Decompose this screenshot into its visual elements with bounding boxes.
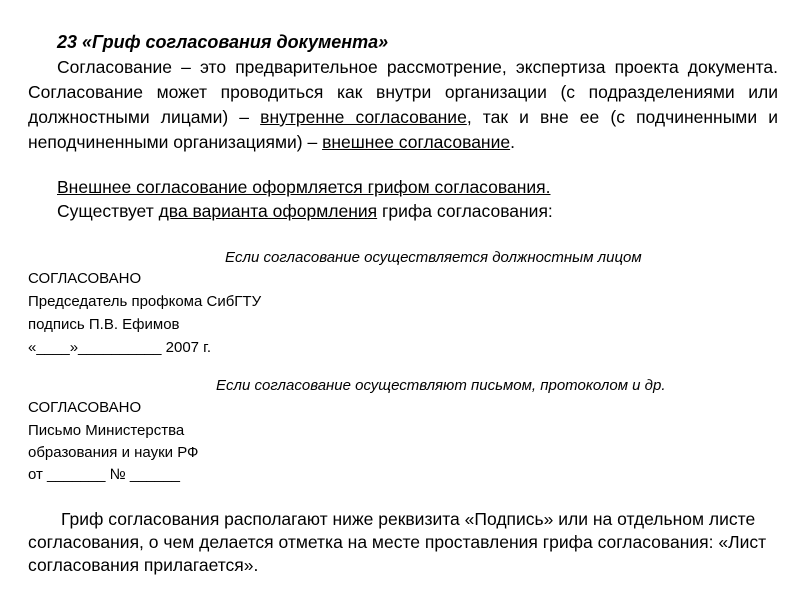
variants-sentence <box>57 199 553 224</box>
case2-stamp-line-4: от _______ № ______ <box>28 466 180 483</box>
intro-paragraph <box>28 55 778 155</box>
external-approval-term: внешнее согласование <box>322 132 511 152</box>
case1-stamp-line-1: СОГЛАСОВАНО <box>28 270 142 287</box>
case2-stamp-line-3: образования и науки РФ <box>28 444 199 461</box>
case2-title: Если согласование осуществляют письмом, протоколом и др. <box>216 377 666 394</box>
variants-underlined: два варианта оформления <box>158 201 378 221</box>
final-paragraph: Гриф согласования располагают ниже реквизита «Подпись» или на отдельном листе согласования, о чем делается отметка на месте проставления грифа согласования: «Лист согласования прилагается». <box>28 509 767 575</box>
variants-prefix: Существует <box>57 201 159 221</box>
intro-text-part3: . <box>510 132 515 152</box>
case2-stamp-line-1: СОГЛАСОВАНО <box>28 399 142 416</box>
case2-stamp-line-2: Письмо Министерства <box>28 422 185 439</box>
case1-stamp-line-4: «____»__________ 2007 г. <box>28 339 211 356</box>
case1-stamp-line-3: подпись П.В. Ефимов <box>28 316 180 333</box>
document-title: 23 «Гриф согласования документа» <box>57 32 389 52</box>
intro-text-part2: , так и вне ее (с подчиненными и неподчиненными организациями) – <box>28 107 778 152</box>
intro-text-part1: Согласование – это предварительное рассмотрение, экспертиза проекта документа. Согласование может проводиться как внутри организации (с подразделениями или должностными лицами) – <box>28 57 778 127</box>
internal-approval-term: внутренне согласование <box>260 107 467 127</box>
case1-title: Если согласование осуществляется должностным лицом <box>225 249 642 266</box>
external-approval-note: Внешнее согласование оформляется грифом согласования. <box>57 177 551 197</box>
variants-suffix: грифа согласования: <box>377 201 553 221</box>
case1-stamp-line-2: Председатель профкома СибГТУ <box>28 293 262 310</box>
